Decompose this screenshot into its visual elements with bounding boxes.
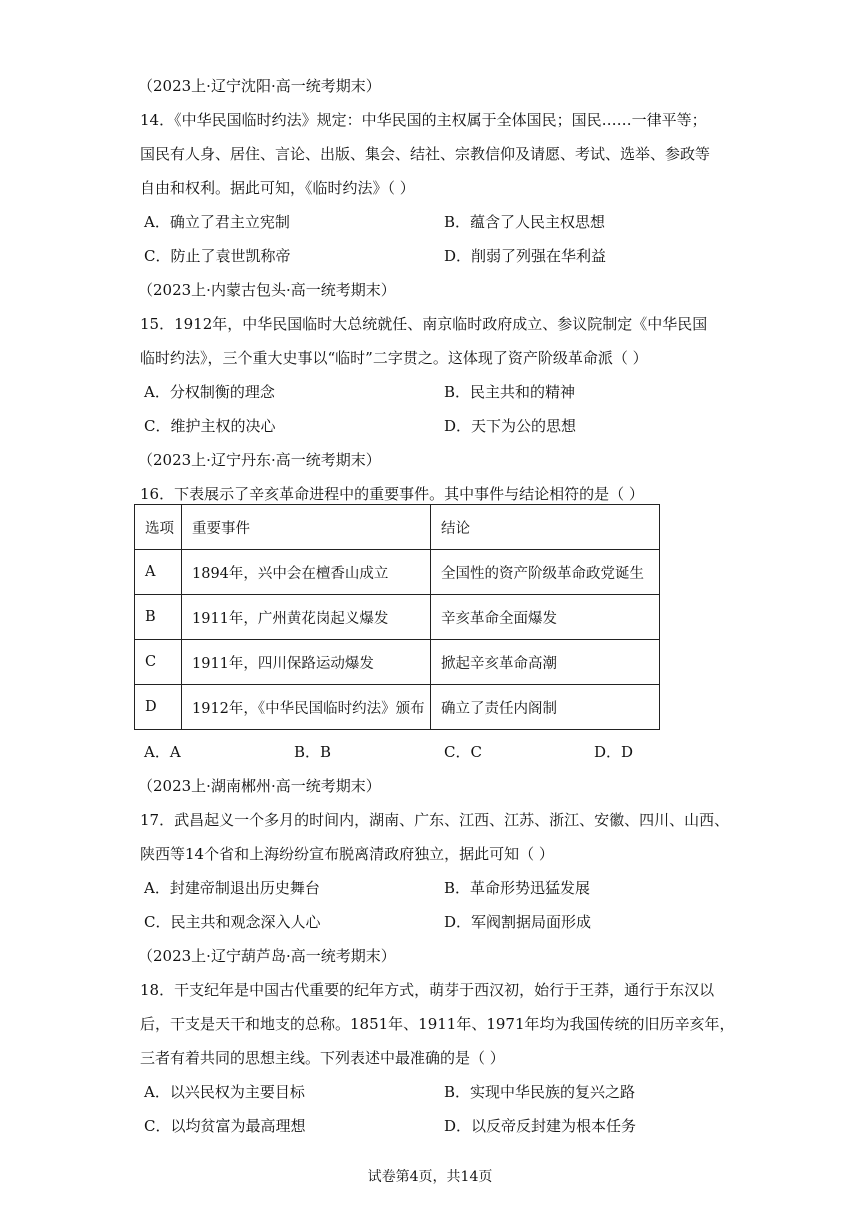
table-cell: D [135, 685, 182, 730]
option-b: B．革命形势迅猛发展 [444, 879, 591, 897]
option-c: C．以均贫富为最高理想 [144, 1117, 306, 1135]
events-table [134, 504, 660, 730]
question-source: （2023上·辽宁沈阳·高一统考期末） [138, 77, 381, 95]
table-row [135, 685, 660, 730]
option-b: B．民主共和的精神 [444, 383, 576, 401]
question-stem-line: 16．下表展示了辛亥革命进程中的重要事件。其中事件与结论相符的是（ ） [140, 485, 644, 503]
option-d: D．D [594, 743, 634, 761]
table-cell: 1894年，兴中会在檀香山成立 [182, 550, 431, 595]
question-stem-line: 15．1912年，中华民国临时大总统就任、南京临时政府成立、参议院制定《中华民国 [140, 315, 708, 333]
option-c: C．C [444, 743, 482, 761]
option-c: C．防止了袁世凯称帝 [144, 247, 291, 265]
option-d: D．军阀割据局面形成 [444, 913, 592, 931]
table-row [135, 595, 660, 640]
option-c: C．维护主权的决心 [144, 417, 276, 435]
table-header-cell: 结论 [431, 505, 660, 550]
table-cell: 全国性的资产阶级革命政党诞生 [431, 550, 660, 595]
table-cell: 辛亥革命全面爆发 [431, 595, 660, 640]
table-cell: 1912年，《中华民国临时约法》颁布 [182, 685, 431, 730]
question-source: （2023上·湖南郴州·高一统考期末） [138, 777, 381, 795]
question-stem-line: 14．《中华民国临时约法》规定：中华民国的主权属于全体国民；国民……一律平等； [140, 111, 707, 129]
question-stem-line: 后，干支是天干和地支的总称。1851年、1911年、1971年均为我国传统的旧历辛亥年， [140, 1015, 735, 1033]
table-row [135, 550, 660, 595]
table-cell: 确立了责任内阁制 [431, 685, 660, 730]
option-d: D．天下为公的思想 [444, 417, 577, 435]
question-source: （2023上·辽宁丹东·高一统考期末） [138, 451, 381, 469]
question-source: （2023上·内蒙古包头·高一统考期末） [138, 281, 396, 299]
option-d: D．削弱了列强在华利益 [444, 247, 607, 265]
table-header-cell: 重要事件 [182, 505, 431, 550]
option-b: B．实现中华民族的复兴之路 [444, 1083, 636, 1101]
option-a: A．封建帝制退出历史舞台 [144, 879, 320, 897]
option-a: A．确立了君主立宪制 [144, 213, 290, 231]
question-stem-line: 自由和权利。据此可知，《临时约法》（ ） [140, 179, 415, 197]
question-source: （2023上·辽宁葫芦岛·高一统考期末） [138, 947, 396, 965]
question-stem-line: 18．干支纪年是中国古代重要的纪年方式，萌芽于西汉初，始行于王莽，通行于东汉以 [140, 981, 715, 999]
table-row [135, 640, 660, 685]
option-b: B．B [294, 743, 332, 761]
question-stem-line: 陕西等14个省和上海纷纷宣布脱离清政府独立，据此可知（ ） [140, 845, 554, 863]
option-a: A．分权制衡的理念 [144, 383, 275, 401]
table-header-row [135, 505, 660, 550]
table-header-cell: 选项 [135, 505, 182, 550]
question-stem-line: 17．武昌起义一个多月的时间内，湖南、广东、江西、江苏、浙江、安徽、四川、山西、 [140, 811, 730, 829]
table-cell: 掀起辛亥革命高潮 [431, 640, 660, 685]
page-footer: 试卷第4页，共14页 [367, 1169, 493, 1185]
question-stem-line: 三者有着共同的思想主线。下列表述中最准确的是（ ） [140, 1049, 505, 1067]
option-b: B．蕴含了人民主权思想 [444, 213, 606, 231]
option-a: A．以兴民权为主要目标 [144, 1083, 305, 1101]
question-stem-line: 临时约法》，三个重大史事以“临时”二字贯之。这体现了资产阶级革命派（ ） [140, 349, 648, 367]
table-cell: A [135, 550, 182, 595]
table-cell: 1911年，四川保路运动爆发 [182, 640, 431, 685]
table-cell: 1911年，广州黄花岗起义爆发 [182, 595, 431, 640]
option-d: D．以反帝反封建为根本任务 [444, 1117, 637, 1135]
table-cell: C [135, 640, 182, 685]
question-stem-line: 国民有人身、居住、言论、出版、集会、结社、宗教信仰及请愿、考试、选举、参政等 [140, 145, 711, 163]
table-cell: B [135, 595, 182, 640]
option-c: C．民主共和观念深入人心 [144, 913, 321, 931]
option-a: A．A [144, 743, 181, 761]
